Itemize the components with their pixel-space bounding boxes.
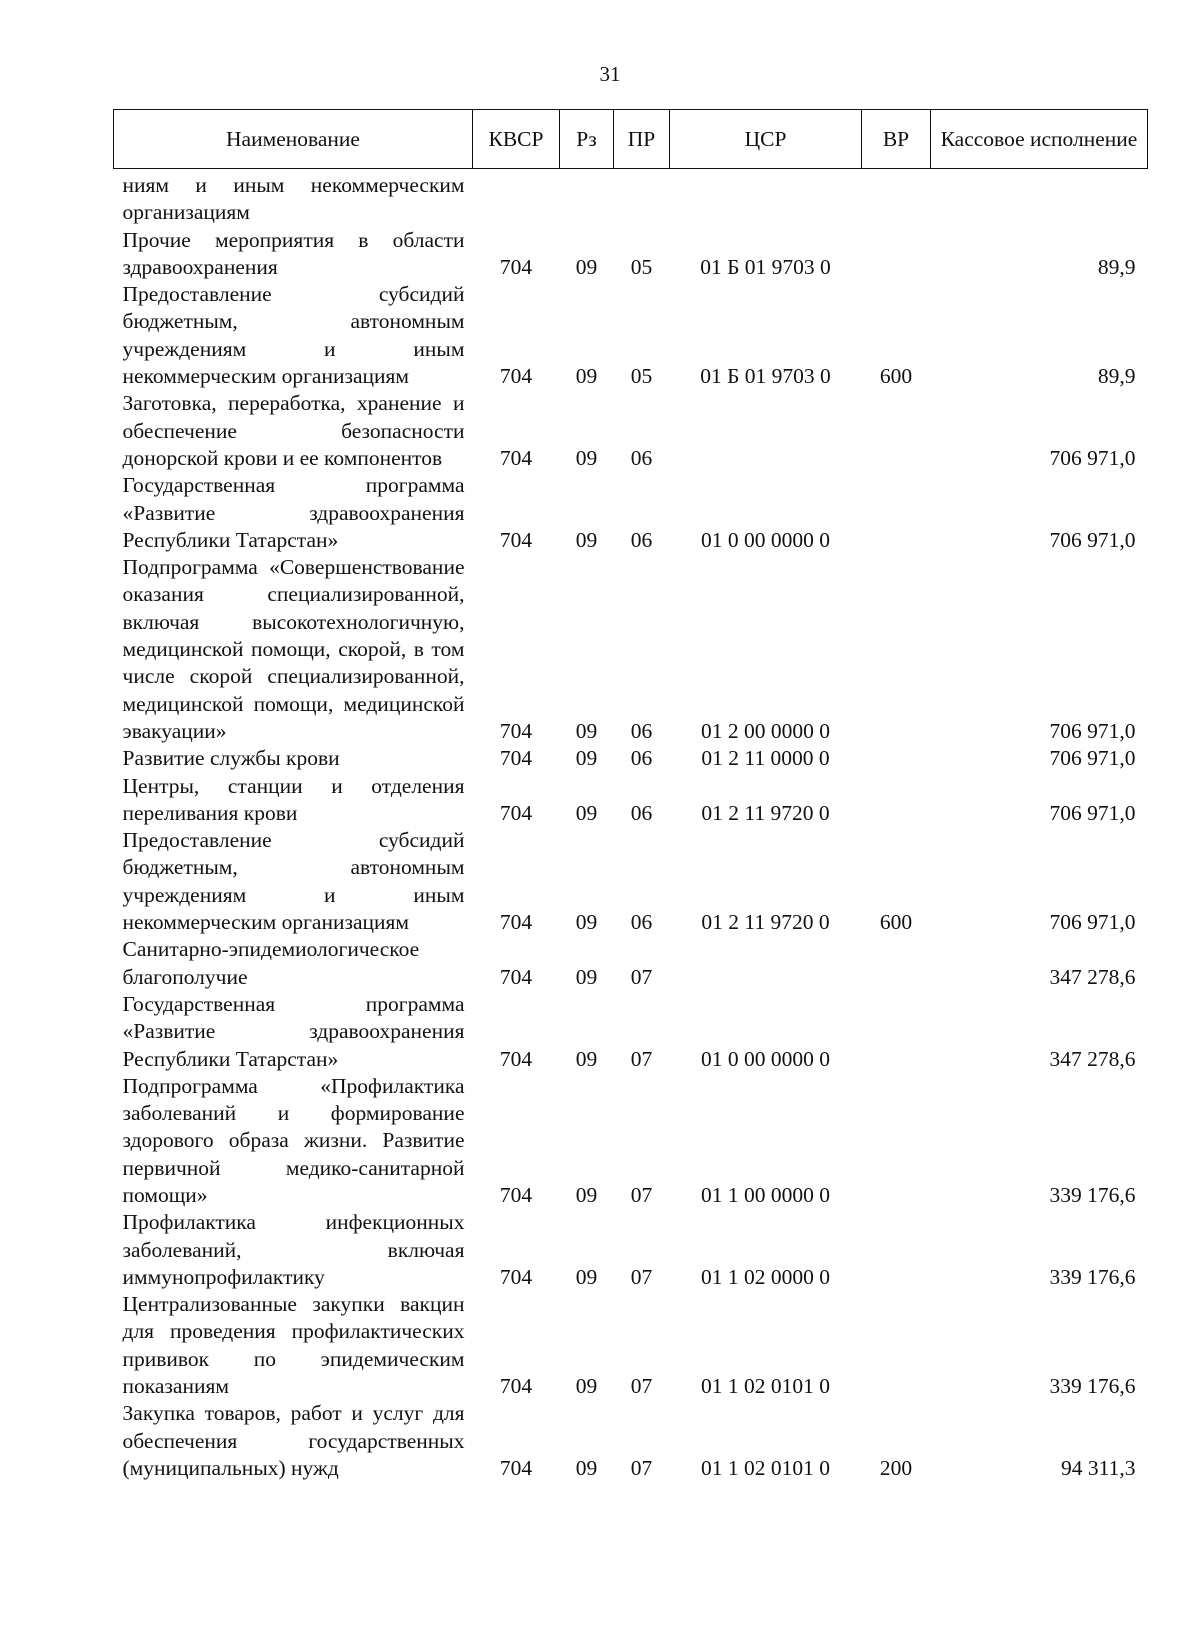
row-name: Подпрограмма «Совершенствование оказания специализированной, включая высокотехнологичную, медицинской помощи, скорой, в том числе скорой специализированной, медицинской помощи, медицинской эвакуации» xyxy=(122,555,465,743)
row-vr xyxy=(862,745,931,772)
row-csr: 01 0 00 0000 0 xyxy=(701,1046,830,1071)
row-kvsr: 704 xyxy=(499,1264,533,1289)
row-kvsr xyxy=(473,169,560,227)
row-rz: 09 xyxy=(575,800,598,825)
row-kvsr: 704 xyxy=(499,746,533,771)
row-kvsr: 704 xyxy=(499,364,533,389)
row-csr: 01 1 02 0101 0 xyxy=(701,1455,830,1480)
row-name: Государственная программа «Развитие здравоохранения Республики Татарстан» xyxy=(122,991,465,1071)
row-rz: 09 xyxy=(575,718,598,743)
row-rz: 09 xyxy=(575,527,598,552)
row-name: Центры, станции и отделения переливания крови xyxy=(122,773,465,825)
table-body xyxy=(114,169,1148,1483)
row-csr: 01 1 02 0000 0 xyxy=(701,1264,830,1289)
row-amount: 706 971,0 xyxy=(1049,718,1136,743)
column-header-rz: Рз xyxy=(560,110,614,169)
row-name: ниям и иным некоммерческим организациям xyxy=(122,173,465,225)
row-amount: 706 971,0 xyxy=(1049,800,1136,825)
row-amount: 706 971,0 xyxy=(1049,746,1136,771)
row-rz: 09 xyxy=(575,364,598,389)
row-csr xyxy=(670,936,862,991)
row-name: Предоставление субсидий бюджетным, автономным учреждениям и иным некоммерческим организациям xyxy=(122,282,465,389)
row-kvsr: 704 xyxy=(499,1182,533,1207)
budget-execution-table xyxy=(113,109,1148,1482)
row-name: Подпрограмма «Профилактика заболеваний и формирование здорового образа жизни. Развитие первичной медико-санитарной помощи» xyxy=(122,1073,465,1207)
table-row xyxy=(114,827,1148,936)
row-rz xyxy=(560,169,614,227)
row-rz: 09 xyxy=(575,1046,598,1071)
row-name: Санитарно-эпидемиологическое благополучие xyxy=(122,937,420,989)
column-header-pr: ПР xyxy=(614,110,670,169)
row-rz: 09 xyxy=(575,254,598,279)
row-vr xyxy=(862,991,931,1073)
table-row xyxy=(114,281,1148,390)
table-row xyxy=(114,1073,1148,1209)
row-name: Прочие мероприятия в области здравоохранения xyxy=(122,227,465,279)
row-rz: 09 xyxy=(575,445,598,470)
row-name: Государственная программа «Развитие здравоохранения Республики Татарстан» xyxy=(122,473,465,552)
page-number: 31 xyxy=(599,62,621,86)
row-vr xyxy=(862,390,931,472)
row-csr: 01 2 00 0000 0 xyxy=(701,718,830,743)
row-rz: 09 xyxy=(575,1264,598,1289)
row-amount: 347 278,6 xyxy=(1049,964,1136,989)
column-header-csr: ЦСР xyxy=(670,110,862,169)
row-csr: 01 2 11 9720 0 xyxy=(701,910,830,935)
row-vr xyxy=(862,472,931,554)
row-vr xyxy=(862,936,931,991)
table-row xyxy=(114,169,1148,227)
row-amount: 339 176,6 xyxy=(1049,1374,1136,1399)
row-rz: 09 xyxy=(575,746,598,771)
row-vr xyxy=(862,1209,931,1291)
table-row xyxy=(114,745,1148,772)
row-amount: 706 971,0 xyxy=(1049,445,1136,470)
row-pr: 05 xyxy=(630,364,653,389)
row-amount: 339 176,6 xyxy=(1049,1264,1136,1289)
row-pr: 07 xyxy=(630,1264,653,1289)
row-csr: 01 2 11 9720 0 xyxy=(701,800,830,825)
row-pr: 06 xyxy=(630,800,653,825)
row-pr: 07 xyxy=(630,1374,653,1399)
table-row xyxy=(114,991,1148,1073)
row-vr xyxy=(862,1073,931,1209)
row-name: Профилактика инфекционных заболеваний, включая иммунопрофилактику xyxy=(122,1210,465,1289)
row-vr: 600 xyxy=(879,364,913,389)
row-kvsr: 704 xyxy=(499,1046,533,1071)
table-row xyxy=(114,936,1148,991)
column-header-name: Наименование xyxy=(114,110,473,169)
table-row xyxy=(114,472,1148,554)
row-rz: 09 xyxy=(575,1455,598,1480)
row-csr xyxy=(670,390,862,472)
row-pr: 07 xyxy=(630,1182,653,1207)
column-header-vr: ВР xyxy=(862,110,931,169)
row-csr: 01 1 00 0000 0 xyxy=(701,1182,830,1207)
row-pr: 06 xyxy=(630,910,653,935)
row-vr xyxy=(862,554,931,745)
row-kvsr: 704 xyxy=(499,718,533,743)
row-kvsr: 704 xyxy=(499,1455,533,1480)
table-row xyxy=(114,1291,1148,1400)
row-pr: 07 xyxy=(630,1455,653,1480)
row-vr: 200 xyxy=(879,1455,913,1480)
table-row xyxy=(114,1400,1148,1482)
table-row xyxy=(114,1209,1148,1291)
row-name: Развитие службы крови xyxy=(122,746,340,771)
row-kvsr: 704 xyxy=(499,527,533,552)
column-header-kvsr: КВСР xyxy=(473,110,560,169)
row-pr xyxy=(614,169,670,227)
row-vr xyxy=(862,1291,931,1400)
row-pr: 06 xyxy=(630,445,653,470)
row-name: Предоставление субсидий бюджетным, автономным учреждениям и иным некоммерческим организациям xyxy=(122,828,465,935)
row-kvsr: 704 xyxy=(499,1374,533,1399)
table-row xyxy=(114,390,1148,472)
row-pr: 06 xyxy=(630,718,653,743)
row-name: Заготовка, переработка, хранение и обеспечение безопасности донорской крови и ее компонентов xyxy=(122,391,465,470)
row-vr xyxy=(862,773,931,828)
row-amount: 706 971,0 xyxy=(1049,527,1136,552)
row-kvsr: 704 xyxy=(499,254,533,279)
row-kvsr: 704 xyxy=(499,910,533,935)
row-vr xyxy=(862,169,931,227)
row-rz: 09 xyxy=(575,1374,598,1399)
table-row xyxy=(114,554,1148,745)
row-rz: 09 xyxy=(575,1182,598,1207)
row-amount: 89,9 xyxy=(1097,254,1136,279)
column-header-amount: Кассовое исполнение xyxy=(931,110,1148,169)
row-name: Централизованные закупки вакцин для проведения профилактических прививок по эпидемическим показаниям xyxy=(122,1292,465,1399)
row-rz: 09 xyxy=(575,964,598,989)
row-csr: 01 2 11 0000 0 xyxy=(701,746,830,771)
row-kvsr: 704 xyxy=(499,964,533,989)
row-pr: 07 xyxy=(630,1046,653,1071)
row-vr: 600 xyxy=(879,910,913,935)
row-amount: 347 278,6 xyxy=(1049,1046,1136,1071)
row-amount xyxy=(931,169,1148,227)
row-csr xyxy=(670,169,862,227)
table-header-row xyxy=(114,110,1148,169)
row-rz: 09 xyxy=(575,910,598,935)
row-csr: 01 0 00 0000 0 xyxy=(701,527,830,552)
row-amount: 339 176,6 xyxy=(1049,1182,1136,1207)
row-amount: 89,9 xyxy=(1097,364,1136,389)
row-name: Закупка товаров, работ и услуг для обеспечения государственных (муниципальных) нужд xyxy=(122,1401,465,1480)
row-kvsr: 704 xyxy=(499,445,533,470)
row-pr: 07 xyxy=(630,964,653,989)
row-csr: 01 1 02 0101 0 xyxy=(701,1374,830,1399)
row-pr: 06 xyxy=(630,527,653,552)
row-amount: 706 971,0 xyxy=(1049,910,1136,935)
row-vr xyxy=(862,227,931,282)
row-amount: 94 311,3 xyxy=(1061,1455,1136,1480)
row-pr: 06 xyxy=(630,746,653,771)
row-kvsr: 704 xyxy=(499,800,533,825)
row-csr: 01 Б 01 9703 0 xyxy=(700,364,831,389)
row-pr: 05 xyxy=(630,254,653,279)
row-csr: 01 Б 01 9703 0 xyxy=(700,254,831,279)
table-row xyxy=(114,227,1148,282)
table-row xyxy=(114,773,1148,828)
